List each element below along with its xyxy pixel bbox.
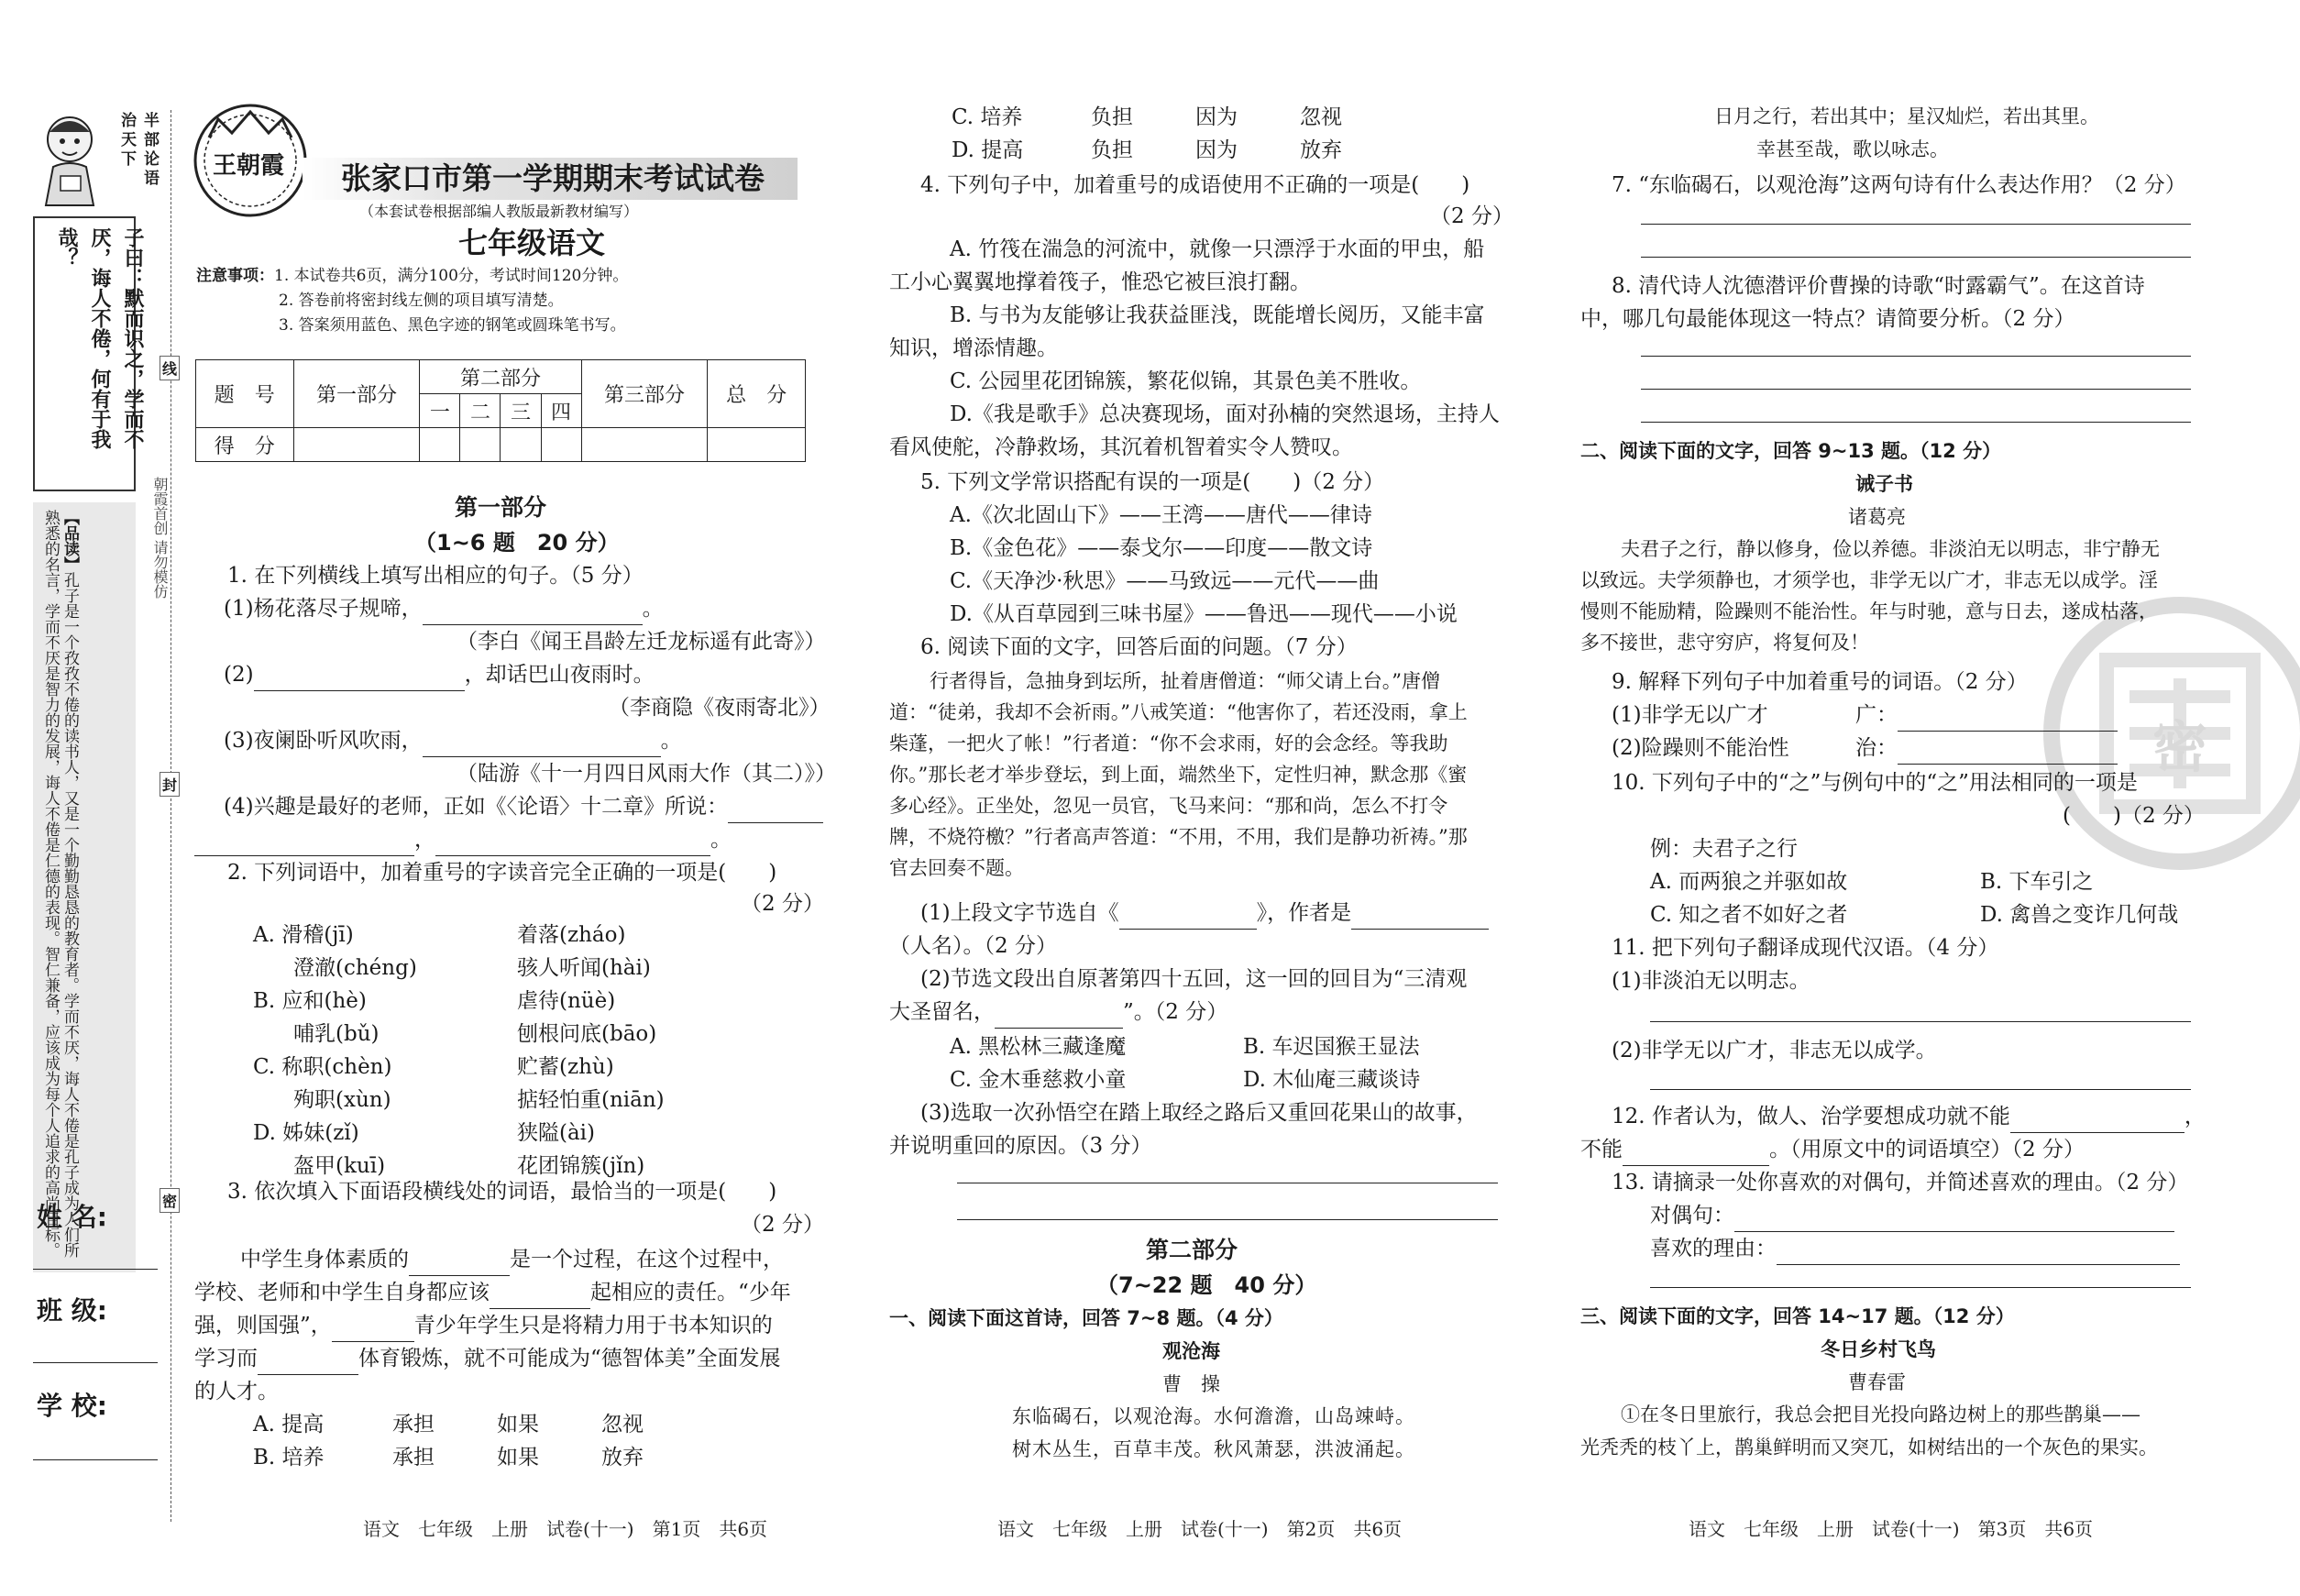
binding-mark-seal: 封 xyxy=(160,772,180,797)
score-table-cell: 第三部分 xyxy=(581,360,708,428)
q3-blank-3[interactable] xyxy=(332,1321,414,1342)
q2-option-row: 贮蓄(zhù) xyxy=(517,1055,614,1079)
q1-4-answer-line[interactable] xyxy=(728,802,823,823)
q9-2: (2)险躁则不能治性 xyxy=(1612,736,1789,760)
q13-2: 喜欢的理由： xyxy=(1650,1232,2180,1265)
watermark-char: 密 xyxy=(2152,716,2207,780)
q5-option: C.《天净沙·秋思》——马致远——元代——曲 xyxy=(950,569,1380,593)
q3-opt-a: A. 提高 承担 如果 忽视 xyxy=(253,1413,644,1436)
q12-answer-line-1[interactable] xyxy=(2010,1112,2184,1133)
q1-1-src: （李白《闻王昌龄左迁龙标遥有此寄》） xyxy=(457,630,826,654)
q12-cont: 不能 。（用原文中的词语填空）（2 分） xyxy=(1580,1133,2085,1166)
score-table-cell: 得 分 xyxy=(196,428,294,462)
part1-title: 第一部分 xyxy=(455,494,547,521)
q3-score: （2 分） xyxy=(741,1213,824,1237)
q11-2-answer-line[interactable] xyxy=(1650,1089,2191,1090)
q3-opt-b: B. 培养 承担 如果 放弃 xyxy=(253,1446,644,1469)
q1-4-text: (4)兴趣是最好的老师，正如《〈论语〉十二章》所说： xyxy=(224,795,729,819)
q2-score: （2 分） xyxy=(741,892,824,916)
score-table-score-row xyxy=(196,428,806,462)
q8-cont: 中，哪几句最能体现这一特点？请简要分析。（2 分） xyxy=(1580,307,2075,331)
q9-2-answer-line[interactable] xyxy=(1898,743,2118,765)
score-input[interactable] xyxy=(293,428,420,462)
confucius-quote: 子曰：默而识之，学而不厌，诲人不倦，何有于我哉？ xyxy=(55,227,144,449)
q2-option-row: 盔甲(kuī) xyxy=(293,1154,386,1178)
story-title: 冬日乡村飞鸟 xyxy=(1821,1338,1936,1360)
passage-line: 官去回奏不题。 xyxy=(889,857,1024,879)
q10-opt-b: B. 下车引之 xyxy=(1980,870,2094,894)
q5-option: D.《从百草园到三味书屋》——鲁迅——现代——小说 xyxy=(950,602,1458,626)
q3-blank-4[interactable] xyxy=(258,1354,358,1375)
score-table-cell: 第二部分 xyxy=(420,360,581,394)
q6-3: (3)选取一次孙悟空在踏上取经之路后又重回花果山的故事， xyxy=(920,1101,1478,1125)
q2-option-row: 澄澈(chéng) xyxy=(293,956,417,980)
passage-line: 多心经》。正坐处，忽见一员官，飞马来问：“那和尚，怎么不打令 xyxy=(889,795,1448,817)
q8-answer-line[interactable] xyxy=(1641,422,2191,423)
essay-line: 慢则不能励精，险躁则不能治性。年与时驰，意与日去，遂成枯落， xyxy=(1580,600,2158,622)
essay-author: 诸葛亮 xyxy=(1848,506,1906,528)
q6-2-opt-a: A. 黑松林三藏逢魔 xyxy=(950,1035,1127,1059)
pindu-text xyxy=(40,510,79,1261)
exam-title: 张家口市第一学期期末考试试卷 xyxy=(341,160,765,196)
q3-para-1: 中学生身体素质的 是一个过程，在这个过程中， xyxy=(240,1243,784,1276)
q6-3-cont: 并说明重回的原因。（3 分） xyxy=(889,1134,1152,1158)
q3-para-2: 学校、老师和中学生自身都应该 起相应的责任。“少年 xyxy=(194,1276,791,1309)
logo-emblem xyxy=(191,101,310,220)
score-table-cell: 题 号 xyxy=(196,360,294,428)
q7-answer-line[interactable] xyxy=(1641,224,2191,225)
class-label: 班 级: xyxy=(37,1295,107,1326)
q12-answer-line-2[interactable] xyxy=(1623,1145,1769,1166)
q3-blank-1[interactable] xyxy=(409,1255,510,1276)
poem-title: 观沧海 xyxy=(1162,1340,1220,1362)
q3-blank-2[interactable] xyxy=(490,1288,590,1309)
q11-2: (2)非学无以广才，非志无以成学。 xyxy=(1612,1039,1937,1062)
passage-line: 行者得旨，急抽身到坛所，扯着唐僧道：“师父请上台。”唐僧 xyxy=(930,670,1440,692)
notice-2: 2. 答卷前将密封线左侧的项目填写清楚。 xyxy=(279,292,564,310)
notice-label: 注意事项： xyxy=(196,267,274,285)
school-field[interactable] xyxy=(33,1459,158,1460)
q1-2-text: ，却话巴山夜雨时。 xyxy=(464,663,655,687)
passage-line: 你。”那长老才举步登坛，到上面，端然坐下，定性归神，默念那《蜜 xyxy=(889,764,1468,786)
story-line: ①在冬日里旅行，我总会把目光投向路边树上的那些鹊巢—— xyxy=(1621,1403,2140,1425)
q2-option-row: D. 姊妹(zǐ) xyxy=(253,1121,359,1145)
school-label: 学 校: xyxy=(37,1391,107,1421)
score-input[interactable] xyxy=(541,428,581,462)
q4-a-1: A. 竹筏在湍急的河流中，就像一只漂浮于水面的甲虫，船 xyxy=(950,237,1485,261)
q6-passage xyxy=(889,666,1468,884)
pindu-label: 【品读】 xyxy=(61,510,79,572)
q6-1-book-line[interactable] xyxy=(1119,908,1257,930)
q4-c: C. 公园里花团锦簇，繁花似锦，其景色美不胜收。 xyxy=(950,369,1422,393)
q6-2: (2)节选文段出自原著第四十五回，这一回的回目为“三清观 xyxy=(920,967,1468,991)
q10-opt-a: A. 而两狼之并驱如故 xyxy=(1650,870,1848,894)
essay-line: 以致远。夫学须静也，才须学也，非学无以广才，非志无以成学。淫 xyxy=(1580,569,2158,591)
score-input[interactable] xyxy=(501,428,541,462)
q1-2-src: （李商隐《夜雨寄北》） xyxy=(609,696,831,720)
poem-line: 日月之行，若出其中；星汉灿烂，若出其里。 xyxy=(1714,105,2099,127)
q1-4-answer-line-3[interactable] xyxy=(435,835,710,856)
page1-footer: 语文 七年级 上册 试卷(十一) 第1页 共6页 xyxy=(363,1518,768,1540)
q3-para-5: 的人才。 xyxy=(194,1380,279,1403)
q3-opt-c: C. 培养 负担 因为 忽视 xyxy=(952,105,1342,129)
poem-line: 幸甚至哉，歌以咏志。 xyxy=(1756,138,1949,160)
page2-footer: 语文 七年级 上册 试卷(十一) 第2页 共6页 xyxy=(997,1518,1403,1540)
exam-subtitle: （本套试卷根据部编人教版最新教材编写） xyxy=(359,203,639,220)
name-field[interactable] xyxy=(33,1269,158,1270)
passage-line: 道：“徒弟，我却不会祈雨。”八戒笑道：“他害你了，若还没雨，拿上 xyxy=(889,701,1468,723)
score-input[interactable] xyxy=(581,428,708,462)
q2-option-row: 虐待(nüè) xyxy=(517,989,616,1013)
page3-footer: 语文 七年级 上册 试卷(十一) 第3页 共6页 xyxy=(1689,1518,2094,1540)
q1-1-answer-line[interactable] xyxy=(423,604,643,625)
binding-mark-line: 线 xyxy=(160,356,180,380)
q1-2-num: (2) xyxy=(224,663,254,687)
q10-score: ( )（2 分） xyxy=(2063,804,2205,828)
q6-1-cont: （人名）。（2 分） xyxy=(889,934,1057,958)
q10: 10. 下列句子中的“之”与例句中的“之”用法相同的一项是 xyxy=(1612,771,2138,795)
q4-b-2: 知识，增添情趣。 xyxy=(889,336,1058,360)
class-field[interactable] xyxy=(33,1362,158,1363)
part1-range: （1~6 题 20 分） xyxy=(414,530,620,556)
q13-reason-line-2[interactable] xyxy=(1650,1287,2191,1288)
q13-reason-line[interactable] xyxy=(1777,1244,2180,1265)
q13: 13. 请摘录一处你喜欢的对偶句，并简述喜欢的理由。（2 分） xyxy=(1612,1171,2189,1194)
q9-2-ans: 治： xyxy=(1855,732,2118,765)
q9-1-answer-line[interactable] xyxy=(1898,710,2118,732)
q9-1-ans: 广： xyxy=(1855,699,2118,732)
q2-option-row: 狭隘(ài) xyxy=(517,1121,596,1145)
q2-option-row: 骇人听闻(hài) xyxy=(517,956,651,980)
essay-line: 多不接世，悲守穷庐，将复何及！ xyxy=(1580,632,1869,654)
q2-option-row: B. 应和(hè) xyxy=(253,989,367,1013)
q6-1-author-line[interactable] xyxy=(1351,908,1489,930)
q1-2-answer-line[interactable] xyxy=(254,670,465,691)
essay-text xyxy=(1580,534,2160,658)
score-table-cell: 二 xyxy=(460,394,501,428)
q6-2-opt-c: C. 金木垂慈救小童 xyxy=(950,1068,1127,1092)
q1-1: (1)杨花落尽子规啼， 。 xyxy=(224,592,664,625)
q2-option-row: A. 滑稽(jī) xyxy=(253,923,354,947)
score-table xyxy=(195,359,806,462)
q1-1-text: (1)杨花落尽子规啼， xyxy=(224,597,423,621)
essay-title: 诫子书 xyxy=(1855,473,1913,495)
q4-d-2: 看风使舵，冷静救场，其沉着机智着实令人赞叹。 xyxy=(889,435,1353,459)
q6-3-answer-line[interactable] xyxy=(957,1219,1498,1220)
q5-option: A.《次北固山下》——王湾——唐代——律诗 xyxy=(950,503,1372,527)
q1-2 xyxy=(224,658,655,691)
passage-line: 牌，不烧符檄？”行者高声答道：“不用，不用，我们是静功祈祷。”那 xyxy=(889,826,1468,848)
score-table-cell: 四 xyxy=(541,394,581,428)
notice-block xyxy=(196,264,628,338)
q11: 11. 把下列句子翻译成现代汉语。（4 分） xyxy=(1612,936,1999,960)
q12: 12. 作者认为，做人、治学要想成功就不能 ， xyxy=(1612,1100,2206,1133)
q3-para-3: 强，则国强”， 青少年学生只是将精力用于书本知识的 xyxy=(194,1309,773,1342)
q3: 3. 依次填入下面语段横线处的词语，最恰当的一项是( ) xyxy=(227,1180,777,1204)
q11-1: (1)非淡泊无以明志。 xyxy=(1612,969,1810,993)
poem-author: 曹 操 xyxy=(1162,1373,1220,1395)
q7: 7. “东临碣石，以观沧海”这两句诗有什么表达作用？（2 分） xyxy=(1612,173,2186,197)
q6-1: (1)上段文字节选自《 》，作者是 xyxy=(920,897,1489,930)
q1-3-answer-line[interactable] xyxy=(423,736,661,757)
q13-1: 对偶句： xyxy=(1650,1199,2174,1232)
part2-range: （7~22 题 40 分） xyxy=(1096,1272,1317,1298)
score-table-header-row xyxy=(196,360,806,394)
q2-option-row: 刨根问底(bāo) xyxy=(517,1022,657,1046)
logo-text: 王朝霞 xyxy=(213,152,285,180)
q8-answer-line[interactable] xyxy=(1641,356,2191,357)
q6-2-cont: 大圣留名， ”。（2 分） xyxy=(889,996,1227,1029)
q1-3: (3)夜阑卧听风吹雨， 。 xyxy=(224,724,682,757)
q11-1-answer-line[interactable] xyxy=(1650,1021,2191,1022)
q5-option: B.《金色花》——泰戈尔——印度——散文诗 xyxy=(950,536,1373,560)
score-input[interactable] xyxy=(708,428,806,462)
essay-line: 夫君子之行，静以修身，俭以养德。非淡泊无以明志，非宁静无 xyxy=(1621,538,2160,560)
q6: 6. 阅读下面的文字，回答后面的问题。（7 分） xyxy=(920,635,1358,659)
passage-line: 柴蓬，一把火了帐！”行者道：“你不会求雨，好的会念经。等我助 xyxy=(889,732,1448,754)
binding-mark-secret: 密 xyxy=(160,1188,180,1213)
poem-line: 树木丛生，百草丰茂。秋风萧瑟，洪波涌起。 xyxy=(1012,1438,1415,1460)
q4-score: （2 分） xyxy=(1430,204,1513,228)
q2-option-row: 花团锦簇(jǐn) xyxy=(517,1154,645,1178)
q7-answer-line[interactable] xyxy=(1641,257,2191,258)
q3-para-4: 学习而 体育锻炼，就不可能成为“德智体美”全面发展 xyxy=(194,1342,781,1375)
section-3-heading: 三、阅读下面的文字，回答 14~17 题。（12 分） xyxy=(1580,1305,2015,1327)
binding-note: 朝霞首创 请勿模仿 xyxy=(151,477,169,600)
q2-option-row: 殉职(xùn) xyxy=(293,1088,391,1112)
q10-opt-c: C. 知之者不如好之者 xyxy=(1650,903,1848,927)
q8-answer-line[interactable] xyxy=(1641,389,2191,390)
q6-2-opt-d: D. 木仙庵三藏谈诗 xyxy=(1243,1068,1421,1092)
subject-title: 七年级语文 xyxy=(458,226,606,260)
q2-option-row: 哺乳(bǔ) xyxy=(293,1022,380,1046)
q1-4-cont: ， 。 xyxy=(194,823,732,856)
q2-option-row: C. 称职(chèn) xyxy=(253,1055,392,1079)
story-author: 曹春雷 xyxy=(1848,1371,1906,1393)
score-table-cell: 一 xyxy=(420,394,460,428)
sidebar-motto: 半部论语 治天下 xyxy=(117,112,159,189)
notice-3: 3. 答案须用蓝色、黑色字迹的钢笔或圆珠笔书写。 xyxy=(279,316,626,335)
score-table-cell: 第一部分 xyxy=(293,360,420,428)
q4-a-2: 工小心翼翼地撑着筏子，惟恐它被巨浪打翻。 xyxy=(889,270,1311,294)
q9-1: (1)非学无以广才 xyxy=(1612,703,1768,727)
story-line: 光秃秃的枝丫上，鹊巢鲜明而又突兀，如树结出的一个灰色的果实。 xyxy=(1580,1436,2158,1458)
q4-d-1: D.《我是歌手》总决赛现场，面对孙楠的突然退场，主持人 xyxy=(950,402,1500,426)
q6-2-answer-line[interactable] xyxy=(995,1007,1123,1029)
q1-3-text: (3)夜阑卧听风吹雨， xyxy=(224,729,423,753)
score-table-cell: 三 xyxy=(501,394,541,428)
score-table-cell: 总 分 xyxy=(708,360,806,428)
notice-1: 1. 本试卷共6页，满分100分，考试时间120分钟。 xyxy=(274,267,629,285)
q4: 4. 下列句子中，加着重号的成语使用不正确的一项是( ) xyxy=(920,173,1470,197)
q2-option-row: 着落(zháo) xyxy=(517,923,626,947)
part2-title: 第二部分 xyxy=(1146,1237,1238,1263)
q10-example: 例：夫君子之行 xyxy=(1650,837,1798,861)
pindu-content: 孔子是一个孜孜不倦的读书人，又是一个勤勤恳恳的教育者。学而不厌，诲人不倦是孔子成为人们所熟悉的名言，学而不厌是智力的发展，诲人不倦是仁德的表现。智仁兼备，应该成为每个人追求的高尚目标。 xyxy=(41,510,79,1258)
q2: 2. 下列词语中，加着重号的字读音完全正确的一项是( ) xyxy=(227,861,777,885)
section-1-heading: 一、阅读下面这首诗，回答 7~8 题。（4 分） xyxy=(889,1307,1283,1329)
section-2-heading: 二、阅读下面的文字，回答 9~13 题。（12 分） xyxy=(1580,440,2002,462)
q6-2-opt-b: B. 车迟国猴王显法 xyxy=(1243,1035,1420,1059)
q10-opt-d: D. 禽兽之变诈几何哉 xyxy=(1980,903,2179,927)
q5: 5. 下列文学常识搭配有误的一项是( )（2 分） xyxy=(920,470,1385,494)
q1-4-answer-line-2[interactable] xyxy=(194,835,414,856)
q8: 8. 清代诗人沈德潜评价曹操的诗歌“时露霸气”。在这首诗 xyxy=(1612,274,2145,298)
q4-b-1: B. 与书为友能够让我获益匪浅，既能增长阅历，又能丰富 xyxy=(950,303,1485,327)
score-input[interactable] xyxy=(420,428,460,462)
q2-option-row: 掂轻怕重(niān) xyxy=(517,1088,665,1112)
q1: 1. 在下列横线上填写出相应的句子。（5 分） xyxy=(227,564,644,588)
poem-line: 东临碣石，以观沧海。水何澹澹，山岛竦峙。 xyxy=(1012,1405,1415,1427)
q3-opt-d: D. 提高 负担 因为 放弃 xyxy=(952,138,1342,162)
name-label: 姓 名: xyxy=(37,1202,107,1232)
score-input[interactable] xyxy=(460,428,501,462)
confucius-cartoon-icon xyxy=(33,108,108,207)
q13-couplet-line[interactable] xyxy=(1734,1211,2174,1232)
q1-4 xyxy=(224,790,823,823)
q9: 9. 解释下列句子中加着重号的词语。（2 分） xyxy=(1612,670,2028,694)
q1-3-src: （陆游《十一月四日风雨大作（其二）》） xyxy=(457,762,836,786)
